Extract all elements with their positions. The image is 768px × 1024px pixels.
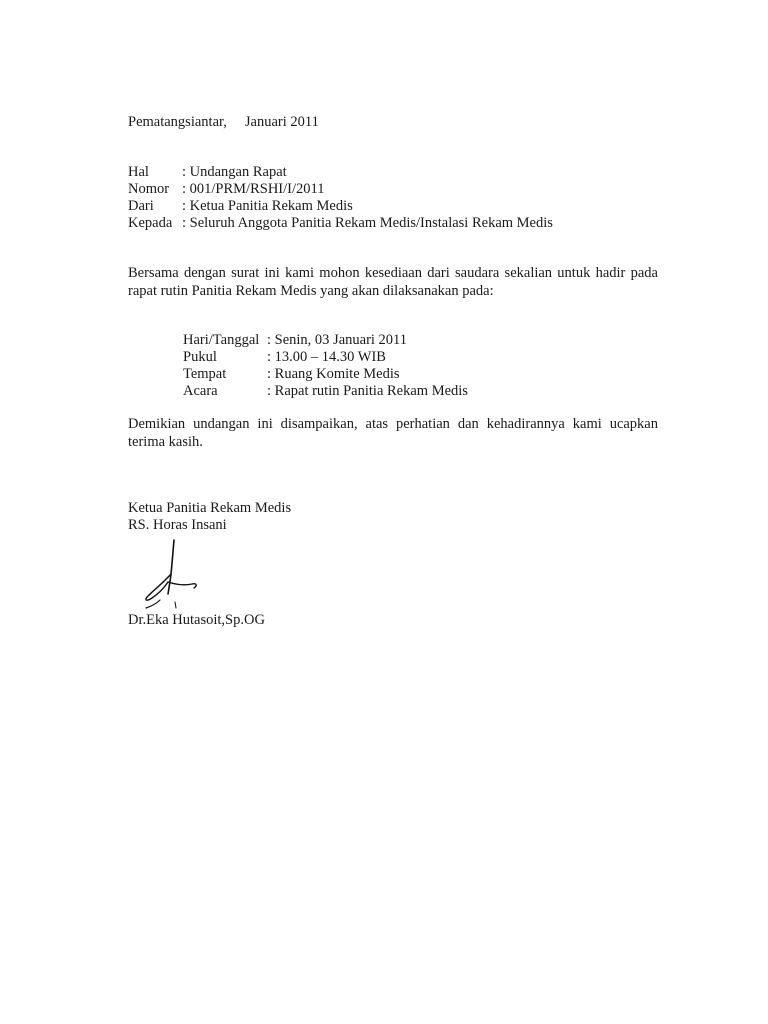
meta-value: : Undangan Rapat bbox=[182, 164, 287, 180]
meta-value: : 001/PRM/RSHI/I/2011 bbox=[182, 181, 325, 197]
meta-key: Kepada bbox=[128, 215, 173, 231]
letter-month-year: Januari 2011 bbox=[244, 114, 319, 130]
event-row-date bbox=[183, 332, 468, 349]
event-value: : Ruang Komite Medis bbox=[267, 366, 400, 382]
intro-paragraph: Bersama dengan surat ini kami mohon kesediaan dari saudara sekalian untuk hadir pada rapat rutin Panitia Rekam Medis yang akan dilaksanakan pada: bbox=[128, 265, 658, 299]
signature-icon bbox=[138, 538, 202, 612]
event-row-agenda bbox=[183, 383, 468, 400]
meta-row-hal bbox=[128, 164, 553, 181]
event-key: Pukul bbox=[183, 349, 217, 365]
closing-paragraph: Demikian undangan ini disampaikan, atas perhatian dan kehadirannya kami ucapkan terima kasih. bbox=[128, 416, 658, 450]
event-row-place bbox=[183, 366, 468, 383]
event-key: Hari/Tanggal bbox=[183, 332, 260, 348]
event-row-time bbox=[183, 349, 468, 366]
meta-value: : Seluruh Anggota Panitia Rekam Medis/Instalasi Rekam Medis bbox=[182, 215, 553, 231]
event-details-table bbox=[183, 332, 468, 400]
signatory-name: Dr.Eka Hutasoit,Sp.OG bbox=[128, 612, 265, 628]
letter-header-table bbox=[128, 164, 553, 232]
event-key: Acara bbox=[183, 383, 218, 399]
letter-date bbox=[128, 114, 319, 131]
event-key: Tempat bbox=[183, 366, 227, 382]
meta-value: : Ketua Panitia Rekam Medis bbox=[182, 198, 353, 214]
meta-row-dari bbox=[128, 198, 553, 215]
meta-key: Nomor bbox=[128, 181, 170, 197]
event-value: : Rapat rutin Panitia Rekam Medis bbox=[267, 383, 468, 399]
signatory-institution: RS. Horas Insani bbox=[128, 517, 227, 533]
meta-row-kepada bbox=[128, 215, 553, 232]
signatory-position: Ketua Panitia Rekam Medis bbox=[128, 500, 292, 516]
event-value: : 13.00 – 14.30 WIB bbox=[267, 349, 386, 365]
meta-key: Dari bbox=[128, 198, 154, 214]
meta-row-nomor bbox=[128, 181, 553, 198]
letter-place: Pematangsiantar, bbox=[128, 114, 227, 130]
event-value: : Senin, 03 Januari 2011 bbox=[267, 332, 408, 348]
meta-key: Hal bbox=[128, 164, 149, 180]
